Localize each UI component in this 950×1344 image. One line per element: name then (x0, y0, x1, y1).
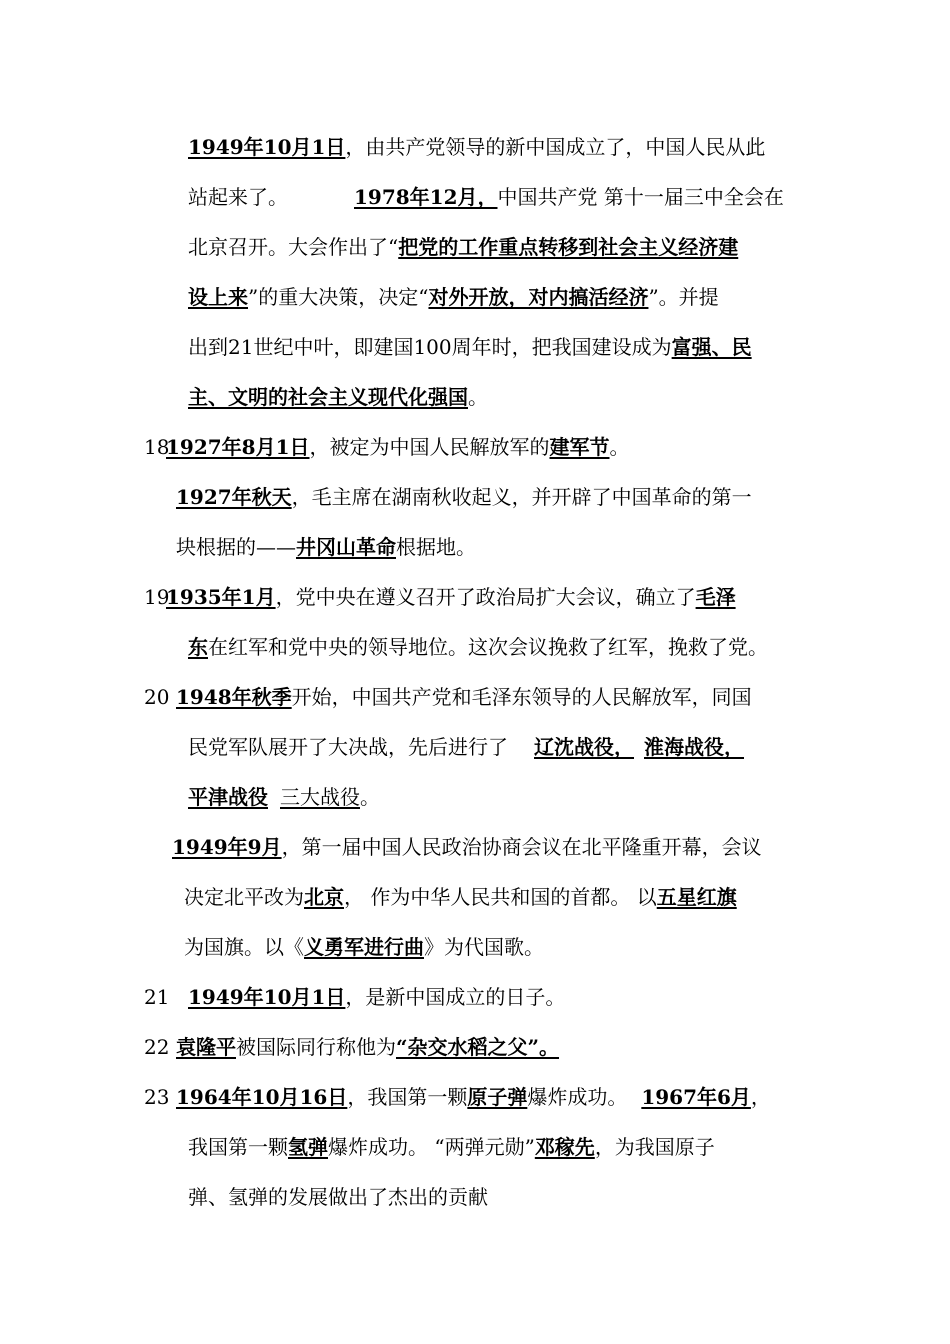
key-term: 1927年秋天 (176, 485, 292, 509)
text-segment: ，为我国原子 (594, 1135, 715, 1159)
text-segment: 我国第一颗 (188, 1135, 288, 1159)
key-term: 建军节 (549, 435, 610, 459)
key-term: 东 (188, 635, 208, 659)
item-number: 20 (144, 685, 170, 709)
text-segment: 决定北平改为 (184, 885, 304, 909)
key-term: 1964年10月16日 (176, 1085, 348, 1109)
text-segment: ，第一届中国人民政治协商会议在北平隆重开幕，会议 (281, 835, 762, 859)
text-segment: ，党中央在遵义召开了政治局扩大会议，确立了 (275, 585, 696, 609)
key-term: 设上来 (188, 285, 248, 309)
key-term: 三大战役 (280, 785, 360, 809)
key-term: 1967年6月 (641, 1085, 751, 1109)
key-term: 义勇军进行曲 (304, 935, 424, 959)
text-segment: 。 (609, 435, 630, 459)
text-line (176, 684, 752, 710)
text-segment: 爆炸成功。 “两弹元勋” (328, 1135, 535, 1159)
text-segment: 为国旗。以《 (184, 935, 304, 959)
key-term: 1927年8月1日 (166, 435, 310, 459)
text-segment: ”。并提 (648, 285, 719, 309)
key-term: 把党的工作重点转移到社会主义经济建 (398, 235, 739, 259)
text-segment: 爆炸成功。 (527, 1085, 628, 1109)
key-term: 袁隆平 (176, 1035, 236, 1059)
key-term: 1935年1月 (166, 585, 276, 609)
text-segment: 中国共产党 第十一届三中全会在 (497, 185, 784, 209)
text-line (188, 284, 719, 310)
text-line (176, 484, 752, 510)
text-line (166, 584, 736, 610)
text-segment: ，我国第一颗 (347, 1085, 468, 1109)
text-segment: 在红军和党中央的领导地位。这次会议挽救了红军，挽救了党。 (208, 635, 768, 659)
key-term: 五星红旗 (656, 885, 737, 909)
text-line (176, 1034, 559, 1060)
text-segment: 出到21世纪中叶，即建国100周年时，把我国建设成为 (188, 335, 672, 359)
text-line (188, 234, 738, 260)
text-segment: ， (750, 1085, 771, 1109)
key-term: 富强、民 (671, 335, 752, 359)
text-line (188, 334, 752, 360)
text-line (176, 534, 476, 560)
key-term: 毛泽 (695, 585, 736, 609)
text-segment: ，毛主席在湖南秋收起义，并开辟了中国革命的第一 (291, 485, 752, 509)
text-line (188, 734, 744, 760)
key-term: 井冈山革命 (296, 535, 396, 559)
text-segment: ，是新中国成立的日子。 (345, 985, 566, 1009)
key-term: 1949年10月1日 (188, 135, 346, 159)
key-term: 辽沈战役， (534, 735, 634, 759)
text-segment: 根据地。 (396, 535, 476, 559)
item-number: 23 (144, 1085, 170, 1109)
key-term: 邓稼先 (534, 1135, 595, 1159)
text-line (188, 384, 488, 410)
key-term: “杂交水稻之父”。 (396, 1035, 560, 1059)
text-segment: 》为代国歌。 (424, 935, 544, 959)
text-line (188, 984, 565, 1010)
text-line (188, 1134, 715, 1160)
item-number: 22 (144, 1035, 170, 1059)
text-segment: 块根据的—— (176, 535, 296, 559)
text-line (188, 784, 380, 810)
text-line (188, 184, 784, 210)
key-term: 平津战役 (188, 785, 268, 809)
key-term: 原子弹 (467, 1085, 528, 1109)
text-line (188, 634, 768, 660)
text-segment: 开始，中国共产党和毛泽东领导的人民解放军，同国 (291, 685, 752, 709)
text-segment: 北京召开。大会作出了“ (188, 235, 399, 259)
key-term: 1978年12月， (354, 185, 498, 209)
key-term: 淮海战役， (644, 735, 744, 759)
key-term: 氢弹 (288, 1135, 328, 1159)
text-segment: 被国际同行称他为 (236, 1035, 396, 1059)
text-line (188, 1184, 488, 1210)
key-term: 1949年9月 (172, 835, 282, 859)
text-line (176, 1084, 771, 1110)
item-number: 21 (144, 985, 170, 1009)
key-term: 主、文明的社会主义现代化强国 (188, 385, 468, 409)
text-segment: 弹、氢弹的发展做出了杰出的贡献 (188, 1185, 488, 1209)
text-line (166, 434, 630, 460)
text-segment: 民党军队展开了大决战，先后进行了 (188, 735, 508, 759)
text-line (184, 884, 737, 910)
text-segment: ，被定为中国人民解放军的 (309, 435, 550, 459)
text-segment: 。 (468, 385, 488, 409)
key-term: 对外开放，对内搞活经济 (428, 285, 649, 309)
text-segment: ”的重大决策，决定“ (248, 285, 429, 309)
item-number: 18 (144, 435, 170, 459)
text-segment: 。 (360, 785, 380, 809)
key-term: 北京 (304, 885, 344, 909)
text-line (184, 934, 544, 960)
key-term: 1949年10月1日 (188, 985, 346, 1009)
text-line (188, 134, 765, 160)
text-segment: ， 作为中华人民共和国的首都。 以 (344, 885, 657, 909)
text-segment: ，由共产党领导的新中国成立了，中国人民从此 (345, 135, 766, 159)
text-line (172, 834, 762, 860)
text-segment: 站起来了。 (188, 185, 288, 209)
item-number: 19 (144, 585, 170, 609)
key-term: 1948年秋季 (176, 685, 292, 709)
